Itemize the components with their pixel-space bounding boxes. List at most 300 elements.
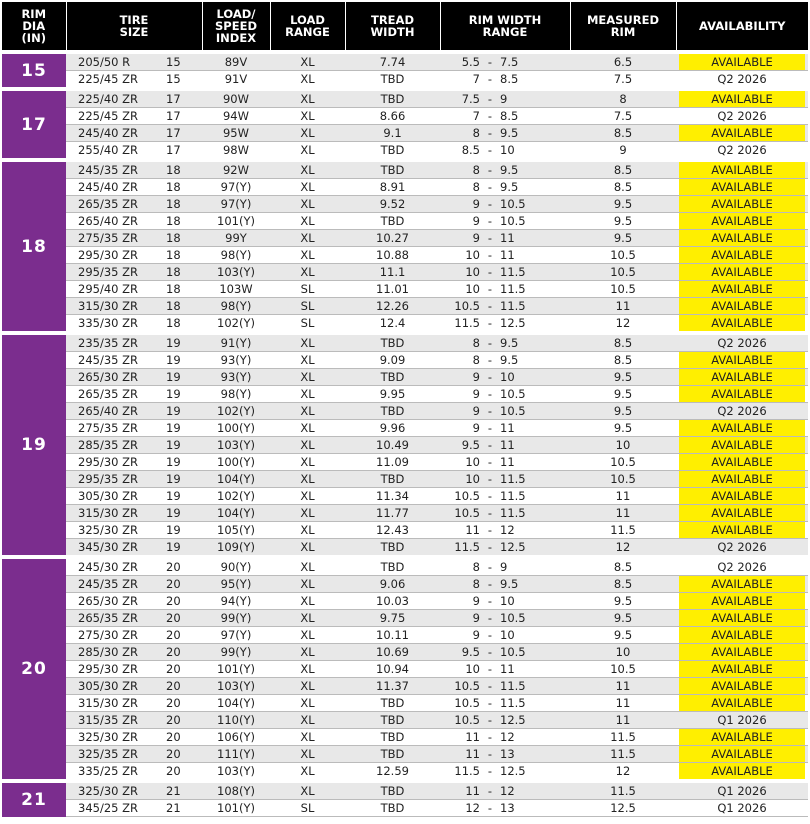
rim-width-range-cell [440, 142, 570, 161]
load-speed-index: 94W [202, 108, 270, 125]
availability-cell [676, 315, 808, 334]
tire-size: 265/30 ZR [78, 370, 138, 384]
range-dash: - [487, 92, 493, 106]
availability-status: Q2 2026 [717, 540, 767, 554]
tread-width: 10.88 [345, 247, 440, 264]
measured-rim: 11 [570, 712, 676, 729]
tire-size: 235/35 ZR [78, 336, 138, 350]
rim-width-min: 5.5 [461, 55, 480, 69]
tire-size: 345/30 ZR [78, 540, 138, 554]
availability-status: AVAILABLE [679, 471, 805, 487]
availability-cell [676, 125, 808, 142]
tire-diameter: 20 [166, 696, 181, 710]
availability-cell [676, 108, 808, 125]
load-speed-index: 111(Y) [202, 746, 270, 763]
load-speed-index: 89V [202, 52, 270, 71]
range-dash: - [487, 523, 493, 537]
measured-rim: 11.5 [570, 781, 676, 800]
availability-cell [676, 593, 808, 610]
range-dash: - [487, 628, 493, 642]
tire-diameter: 17 [166, 109, 181, 123]
tire-size: 315/30 ZR [78, 696, 138, 710]
availability-status: AVAILABLE [679, 763, 805, 779]
measured-rim: 12 [570, 763, 676, 782]
availability-cell [676, 196, 808, 213]
rim-width-range-cell [440, 281, 570, 298]
tire-diameter: 18 [166, 282, 181, 296]
availability-cell [676, 678, 808, 695]
tire-diameter: 18 [166, 265, 181, 279]
availability-cell [676, 627, 808, 644]
range-dash: - [487, 489, 493, 503]
rim-diameter-label: 15 [2, 52, 66, 89]
rim-width-max: 11.5 [500, 265, 526, 279]
table-row [2, 539, 808, 558]
rim-width-min: 10.5 [454, 696, 480, 710]
load-range: XL [270, 125, 345, 142]
rim-width-max: 10.5 [500, 197, 526, 211]
load-range: XL [270, 437, 345, 454]
tire-diameter: 20 [166, 628, 181, 642]
tire-size: 305/30 ZR [78, 679, 138, 693]
load-range: XL [270, 369, 345, 386]
load-speed-index: 98W [202, 142, 270, 161]
measured-rim: 11 [570, 488, 676, 505]
measured-rim: 11 [570, 678, 676, 695]
tire-diameter: 18 [166, 299, 181, 313]
rim-width-min: 9 [472, 370, 480, 384]
tire-size-cell [66, 142, 202, 161]
availability-cell [676, 488, 808, 505]
load-speed-index: 102(Y) [202, 403, 270, 420]
availability-status: AVAILABLE [679, 264, 805, 280]
load-speed-index: 103(Y) [202, 678, 270, 695]
tread-width: 10.49 [345, 437, 440, 454]
rim-width-range-cell [440, 712, 570, 729]
rim-width-range-cell [440, 746, 570, 763]
rim-width-max: 9 [500, 560, 508, 574]
rim-width-range-cell [440, 352, 570, 369]
tire-size-cell [66, 420, 202, 437]
rim-width-min: 11 [465, 747, 480, 761]
availability-status: AVAILABLE [679, 746, 805, 762]
load-range: XL [270, 627, 345, 644]
table-row [2, 420, 808, 437]
range-dash: - [487, 506, 493, 520]
tire-diameter: 19 [166, 489, 181, 503]
tread-width: TBD [345, 729, 440, 746]
header-measured-rim: MEASURED RIM [570, 2, 676, 52]
load-range: XL [270, 247, 345, 264]
range-dash: - [487, 421, 493, 435]
tire-diameter: 19 [166, 353, 181, 367]
tire-size: 265/35 ZR [78, 387, 138, 401]
rim-width-range-cell [440, 196, 570, 213]
rim-width-range-cell [440, 369, 570, 386]
rim-width-max: 12.5 [500, 540, 526, 554]
range-dash: - [487, 163, 493, 177]
rim-width-range-cell [440, 505, 570, 522]
load-speed-index: 93(Y) [202, 352, 270, 369]
tread-width: 12.26 [345, 298, 440, 315]
tire-spec-table [2, 2, 808, 817]
rim-width-range-cell [440, 403, 570, 420]
table-row [2, 695, 808, 712]
tire-size-cell [66, 213, 202, 230]
tread-width: TBD [345, 89, 440, 108]
rim-width-range-cell [440, 125, 570, 142]
tread-width: 9.96 [345, 420, 440, 437]
tread-width: 11.34 [345, 488, 440, 505]
availability-cell [676, 781, 808, 800]
rim-width-min: 10 [465, 662, 480, 676]
rim-width-max: 9.5 [500, 163, 519, 177]
tire-size: 245/35 ZR [78, 353, 138, 367]
availability-cell [676, 505, 808, 522]
rim-width-min: 9 [472, 214, 480, 228]
measured-rim: 7.5 [570, 71, 676, 90]
tire-size: 325/30 ZR [78, 523, 138, 537]
tire-diameter: 18 [166, 214, 181, 228]
table-row [2, 89, 808, 108]
load-speed-index: 101(Y) [202, 661, 270, 678]
rim-width-min: 9.5 [461, 645, 480, 659]
rim-width-range-cell [440, 247, 570, 264]
rim-width-max: 11.5 [500, 679, 526, 693]
table-row [2, 196, 808, 213]
rim-width-range-cell [440, 800, 570, 817]
header-load-range: LOAD RANGE [270, 2, 345, 52]
tire-size-cell [66, 352, 202, 369]
rim-width-max: 10.5 [500, 645, 526, 659]
tire-diameter: 20 [166, 611, 181, 625]
availability-status: AVAILABLE [679, 593, 805, 609]
tire-size-cell [66, 763, 202, 782]
rim-width-min: 10 [465, 282, 480, 296]
rim-width-range-cell [440, 71, 570, 90]
tire-diameter: 19 [166, 438, 181, 452]
load-range: XL [270, 264, 345, 281]
rim-width-range-cell [440, 627, 570, 644]
availability-status: AVAILABLE [679, 661, 805, 677]
header-rim-dia: RIM DIA (IN) [2, 2, 66, 52]
rim-width-max: 12 [500, 784, 515, 798]
tread-width: 11.09 [345, 454, 440, 471]
tire-size-cell [66, 281, 202, 298]
tire-size-cell [66, 746, 202, 763]
tire-size: 295/30 ZR [78, 662, 138, 676]
rim-width-min: 9.5 [461, 438, 480, 452]
load-range: XL [270, 557, 345, 576]
tire-size: 295/35 ZR [78, 265, 138, 279]
availability-status: AVAILABLE [679, 179, 805, 195]
rim-width-min: 9 [472, 611, 480, 625]
rim-width-max: 12.5 [500, 316, 526, 330]
table-row [2, 661, 808, 678]
table-row [2, 264, 808, 281]
load-range: XL [270, 522, 345, 539]
tread-width: 9.09 [345, 352, 440, 369]
tire-size-cell [66, 610, 202, 627]
range-dash: - [487, 594, 493, 608]
availability-cell [676, 522, 808, 539]
availability-cell [676, 281, 808, 298]
measured-rim: 10.5 [570, 661, 676, 678]
rim-width-range-cell [440, 264, 570, 281]
rim-width-range-cell [440, 230, 570, 247]
rim-width-max: 10 [500, 594, 515, 608]
availability-cell [676, 142, 808, 161]
tire-size-cell [66, 386, 202, 403]
tire-size: 225/45 ZR [78, 72, 138, 86]
load-range: XL [270, 695, 345, 712]
availability-cell [676, 52, 808, 71]
tire-diameter: 18 [166, 180, 181, 194]
load-range: XL [270, 712, 345, 729]
tire-size: 295/35 ZR [78, 472, 138, 486]
tire-diameter: 19 [166, 472, 181, 486]
measured-rim: 8.5 [570, 352, 676, 369]
rim-width-min: 10.5 [454, 506, 480, 520]
measured-rim: 9.5 [570, 213, 676, 230]
availability-cell [676, 729, 808, 746]
load-range: XL [270, 678, 345, 695]
load-speed-index: 110(Y) [202, 712, 270, 729]
tire-size-cell [66, 644, 202, 661]
table-body [2, 52, 808, 817]
tread-width: 12.43 [345, 522, 440, 539]
range-dash: - [487, 472, 493, 486]
measured-rim: 9 [570, 142, 676, 161]
load-speed-index: 90(Y) [202, 557, 270, 576]
tire-size-cell [66, 247, 202, 264]
tire-size: 335/25 ZR [78, 764, 138, 778]
load-speed-index: 90W [202, 89, 270, 108]
rim-diameter-label: 18 [2, 160, 66, 333]
load-speed-index: 103(Y) [202, 763, 270, 782]
tire-size-cell [66, 454, 202, 471]
load-range: XL [270, 403, 345, 420]
load-speed-index: 103W [202, 281, 270, 298]
table-row [2, 557, 808, 576]
tire-size-cell [66, 522, 202, 539]
rim-width-max: 11.5 [500, 506, 526, 520]
rim-width-range-cell [440, 763, 570, 782]
measured-rim: 9.5 [570, 593, 676, 610]
availability-status: AVAILABLE [679, 369, 805, 385]
load-speed-index: 91(Y) [202, 333, 270, 352]
tire-size-cell [66, 695, 202, 712]
rim-width-range-cell [440, 678, 570, 695]
measured-rim: 10.5 [570, 454, 676, 471]
tread-width: 8.91 [345, 179, 440, 196]
tire-size: 245/40 ZR [78, 180, 138, 194]
availability-status: Q1 2026 [717, 801, 767, 815]
rim-width-range-cell [440, 471, 570, 488]
measured-rim: 8.5 [570, 557, 676, 576]
tire-diameter: 19 [166, 336, 181, 350]
range-dash: - [487, 764, 493, 778]
rim-width-max: 13 [500, 801, 515, 815]
rim-width-min: 9 [472, 628, 480, 642]
availability-cell [676, 471, 808, 488]
tire-size: 265/40 ZR [78, 214, 138, 228]
tire-size-cell [66, 800, 202, 817]
rim-width-min: 10 [465, 472, 480, 486]
availability-cell [676, 539, 808, 558]
tire-size: 325/30 ZR [78, 730, 138, 744]
rim-width-min: 7 [472, 72, 480, 86]
range-dash: - [487, 109, 493, 123]
rim-width-max: 8.5 [500, 72, 519, 86]
tire-size: 285/35 ZR [78, 438, 138, 452]
load-speed-index: 108(Y) [202, 781, 270, 800]
measured-rim: 11 [570, 695, 676, 712]
tread-width: 9.06 [345, 576, 440, 593]
range-dash: - [487, 611, 493, 625]
load-speed-index: 99(Y) [202, 644, 270, 661]
range-dash: - [487, 784, 493, 798]
tread-width: 9.52 [345, 196, 440, 213]
table-row [2, 298, 808, 315]
availability-cell [676, 695, 808, 712]
measured-rim: 11 [570, 298, 676, 315]
measured-rim: 12 [570, 539, 676, 558]
load-range: XL [270, 420, 345, 437]
tread-width: 10.11 [345, 627, 440, 644]
load-range: SL [270, 298, 345, 315]
tire-diameter: 21 [166, 784, 181, 798]
tire-diameter: 15 [166, 72, 181, 86]
load-range: XL [270, 179, 345, 196]
measured-rim: 10.5 [570, 247, 676, 264]
table-row [2, 712, 808, 729]
rim-width-min: 11 [465, 784, 480, 798]
availability-status: AVAILABLE [679, 522, 805, 538]
tire-diameter: 20 [166, 594, 181, 608]
tire-size-cell [66, 89, 202, 108]
rim-width-range-cell [440, 52, 570, 71]
rim-width-range-cell [440, 610, 570, 627]
rim-width-min: 10 [465, 455, 480, 469]
tire-diameter: 15 [166, 55, 181, 69]
rim-width-range-cell [440, 386, 570, 403]
rim-width-range-cell [440, 315, 570, 334]
rim-width-min: 7 [472, 109, 480, 123]
rim-width-min: 9 [472, 594, 480, 608]
rim-width-max: 8.5 [500, 109, 519, 123]
range-dash: - [487, 299, 493, 313]
load-speed-index: 104(Y) [202, 695, 270, 712]
range-dash: - [487, 72, 493, 86]
table-row [2, 403, 808, 420]
tread-width: TBD [345, 213, 440, 230]
tire-diameter: 20 [166, 560, 181, 574]
availability-cell [676, 333, 808, 352]
tire-size-cell [66, 230, 202, 247]
range-dash: - [487, 662, 493, 676]
tread-width: TBD [345, 369, 440, 386]
tire-diameter: 20 [166, 679, 181, 693]
rim-diameter-label: 20 [2, 557, 66, 781]
load-range: XL [270, 488, 345, 505]
rim-width-min: 12 [465, 801, 480, 815]
table-row [2, 437, 808, 454]
tire-size: 295/30 ZR [78, 455, 138, 469]
load-range: SL [270, 315, 345, 334]
load-range: XL [270, 593, 345, 610]
availability-status: AVAILABLE [679, 695, 805, 711]
tire-size-cell [66, 333, 202, 352]
tire-size: 245/40 ZR [78, 126, 138, 140]
tire-size-cell [66, 488, 202, 505]
tire-size: 325/30 ZR [78, 784, 138, 798]
range-dash: - [487, 455, 493, 469]
availability-status: AVAILABLE [679, 729, 805, 745]
tread-width: 9.1 [345, 125, 440, 142]
availability-cell [676, 763, 808, 782]
rim-width-range-cell [440, 437, 570, 454]
measured-rim: 9.5 [570, 369, 676, 386]
range-dash: - [487, 713, 493, 727]
table-row [2, 71, 808, 90]
tire-size-cell [66, 627, 202, 644]
range-dash: - [487, 370, 493, 384]
measured-rim: 6.5 [570, 52, 676, 71]
load-range: XL [270, 108, 345, 125]
tire-size: 245/35 ZR [78, 163, 138, 177]
load-speed-index: 102(Y) [202, 488, 270, 505]
rim-width-max: 9.5 [500, 353, 519, 367]
availability-status: AVAILABLE [679, 576, 805, 592]
tread-width: 10.03 [345, 593, 440, 610]
load-range: XL [270, 71, 345, 90]
measured-rim: 9.5 [570, 196, 676, 213]
range-dash: - [487, 55, 493, 69]
header-tread-width: TREAD WIDTH [345, 2, 440, 52]
rim-width-min: 10 [465, 248, 480, 262]
tire-diameter: 19 [166, 421, 181, 435]
rim-width-max: 13 [500, 747, 515, 761]
rim-width-min: 8 [472, 180, 480, 194]
tire-size-cell [66, 403, 202, 420]
rim-width-min: 9 [472, 231, 480, 245]
rim-width-range-cell [440, 213, 570, 230]
availability-cell [676, 298, 808, 315]
tire-size-cell [66, 678, 202, 695]
range-dash: - [487, 679, 493, 693]
rim-width-min: 10.5 [454, 489, 480, 503]
rim-width-min: 11.5 [454, 764, 480, 778]
table-row [2, 678, 808, 695]
load-speed-index: 103(Y) [202, 264, 270, 281]
rim-width-range-cell [440, 333, 570, 352]
availability-status: Q2 2026 [717, 336, 767, 350]
tire-size: 275/35 ZR [78, 231, 138, 245]
rim-width-min: 10.5 [454, 299, 480, 313]
load-range: XL [270, 471, 345, 488]
tread-width: TBD [345, 712, 440, 729]
table-row [2, 160, 808, 179]
measured-rim: 11 [570, 505, 676, 522]
rim-width-min: 8.5 [461, 143, 480, 157]
measured-rim: 11.5 [570, 746, 676, 763]
rim-width-range-cell [440, 644, 570, 661]
tread-width: 12.4 [345, 315, 440, 334]
measured-rim: 8.5 [570, 333, 676, 352]
range-dash: - [487, 316, 493, 330]
load-range: XL [270, 142, 345, 161]
